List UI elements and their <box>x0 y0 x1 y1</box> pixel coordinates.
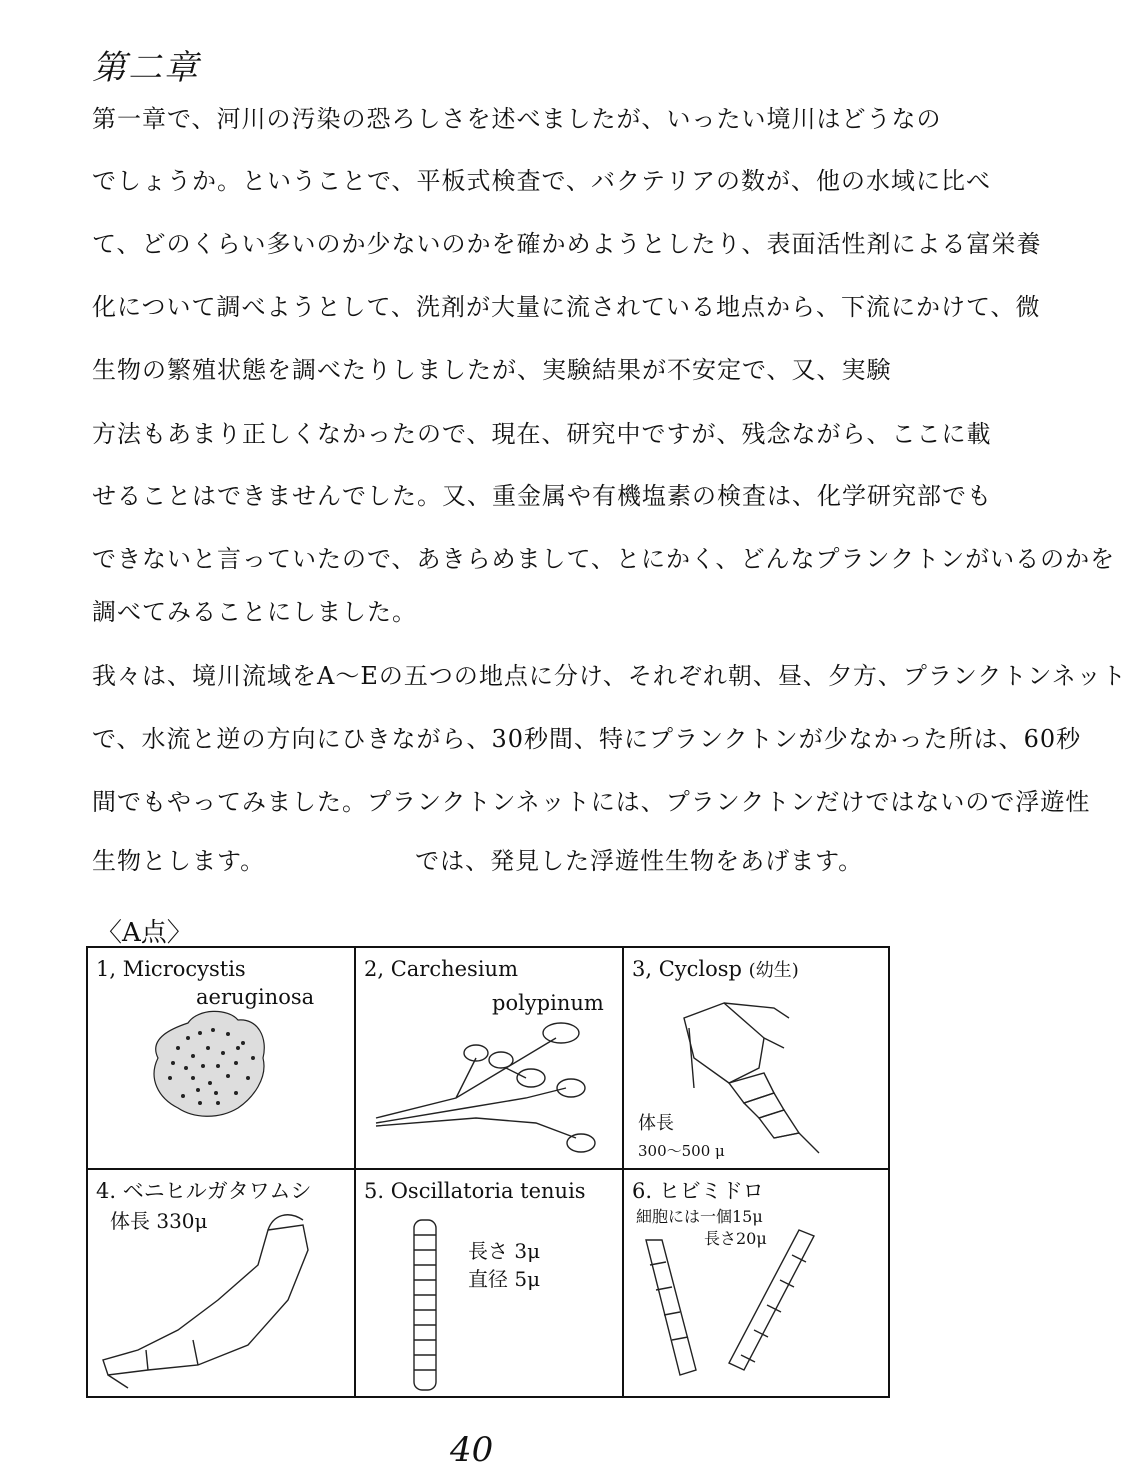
carchesium-drawing <box>356 948 622 1168</box>
paragraph-line <box>92 846 912 876</box>
organism-stage: (幼生) <box>748 960 799 981</box>
body-length: 体長 330μ <box>110 1209 208 1233</box>
ulothrix-drawing <box>624 1170 892 1396</box>
section-label: 〈A点〉 <box>96 918 193 948</box>
paragraph-line: できないと言っていたので、あきらめまして、とにかく、どんなプランクトンがいるのかを <box>92 545 1116 573</box>
microcystis-drawing <box>88 948 354 1168</box>
paragraph-line-head: 生物とします。 <box>92 847 266 875</box>
cell-size-label: 細胞には一個15μ <box>636 1207 763 1226</box>
paragraph-line: 生物の繁殖状態を調べたりしましたが、実験結果が不安定で、又、実験 <box>92 356 892 384</box>
organism-cell-ulothrix <box>624 1170 888 1396</box>
organism-name: 1, Microcystis <box>96 957 246 981</box>
paragraph-line: て、どのくらい多いのか少ないのかを確かめようとしたり、表面活性剤による富栄養 <box>92 230 1042 258</box>
body-length-value: 300〜500 μ <box>638 1142 725 1160</box>
rotifer-drawing <box>88 1170 354 1396</box>
organism-cell-oscillatoria <box>356 1170 624 1396</box>
organism-name-main: 3, Cyclosp <box>632 957 742 981</box>
organism-cell-carchesium <box>356 948 624 1170</box>
organism-cell-microcystis <box>88 948 356 1170</box>
organism-name: 4. ベニヒルガタワムシ <box>96 1179 312 1203</box>
organism-name: 5. Oscillatoria tenuis <box>364 1179 586 1203</box>
paragraph-line: 我々は、境川流域をA～Eの五つの地点に分け、それぞれ朝、昼、夕方、プランクトンネット <box>92 662 1127 690</box>
paragraph-line: で、水流と逆の方向にひきながら、30秒間、特にプランクトンが少なかった所は、60秒 <box>92 725 1082 753</box>
paragraph-line: 第一章で、河川の汚染の恐ろしさを述べましたが、いったい境川はどうなの <box>92 105 942 133</box>
organism-name: 2, Carchesium <box>364 957 518 981</box>
organism-name-line2: aeruginosa <box>196 985 315 1009</box>
organism-table <box>86 946 890 1398</box>
diameter-label: 直径 5μ <box>468 1267 541 1291</box>
paragraph-line: 調べてみることにしました。 <box>92 598 417 626</box>
paragraph-line: 化について調べようとして、洗剤が大量に流されている地点から、下流にかけて、微 <box>92 293 1041 321</box>
paragraph-line: 方法もあまり正しくなかったので、現在、研究中ですが、残念ながら、ここに載 <box>92 420 992 448</box>
organism-cell-cyclops <box>624 948 888 1170</box>
organism-name: 6. ヒビミドロ <box>632 1179 764 1203</box>
paragraph-line: でしょうか。ということで、平板式検査で、バクテリアの数が、他の水域に比べ <box>92 167 992 195</box>
organism-name-line2: polypinum <box>492 991 604 1015</box>
oscillatoria-drawing <box>356 1170 622 1396</box>
paragraph-line: 間でもやってみました。プランクトンネットには、プランクトンだけではないので浮遊性 <box>92 788 1091 816</box>
paragraph-line: せることはできませんでした。又、重金属や有機塩素の検査は、化学研究部でも <box>92 482 992 510</box>
chapter-title: 第二章 <box>92 48 200 88</box>
length-label: 長さ 3μ <box>468 1239 541 1263</box>
page-number: 40 <box>450 1430 494 1470</box>
paragraph-line-tail: では、発見した浮遊性生物をあげます。 <box>415 847 864 875</box>
body-length-label: 体長 <box>638 1113 674 1134</box>
cyclops-drawing <box>624 948 892 1168</box>
organism-cell-rotifer <box>88 1170 356 1396</box>
length-label: 長さ20μ <box>704 1229 767 1248</box>
